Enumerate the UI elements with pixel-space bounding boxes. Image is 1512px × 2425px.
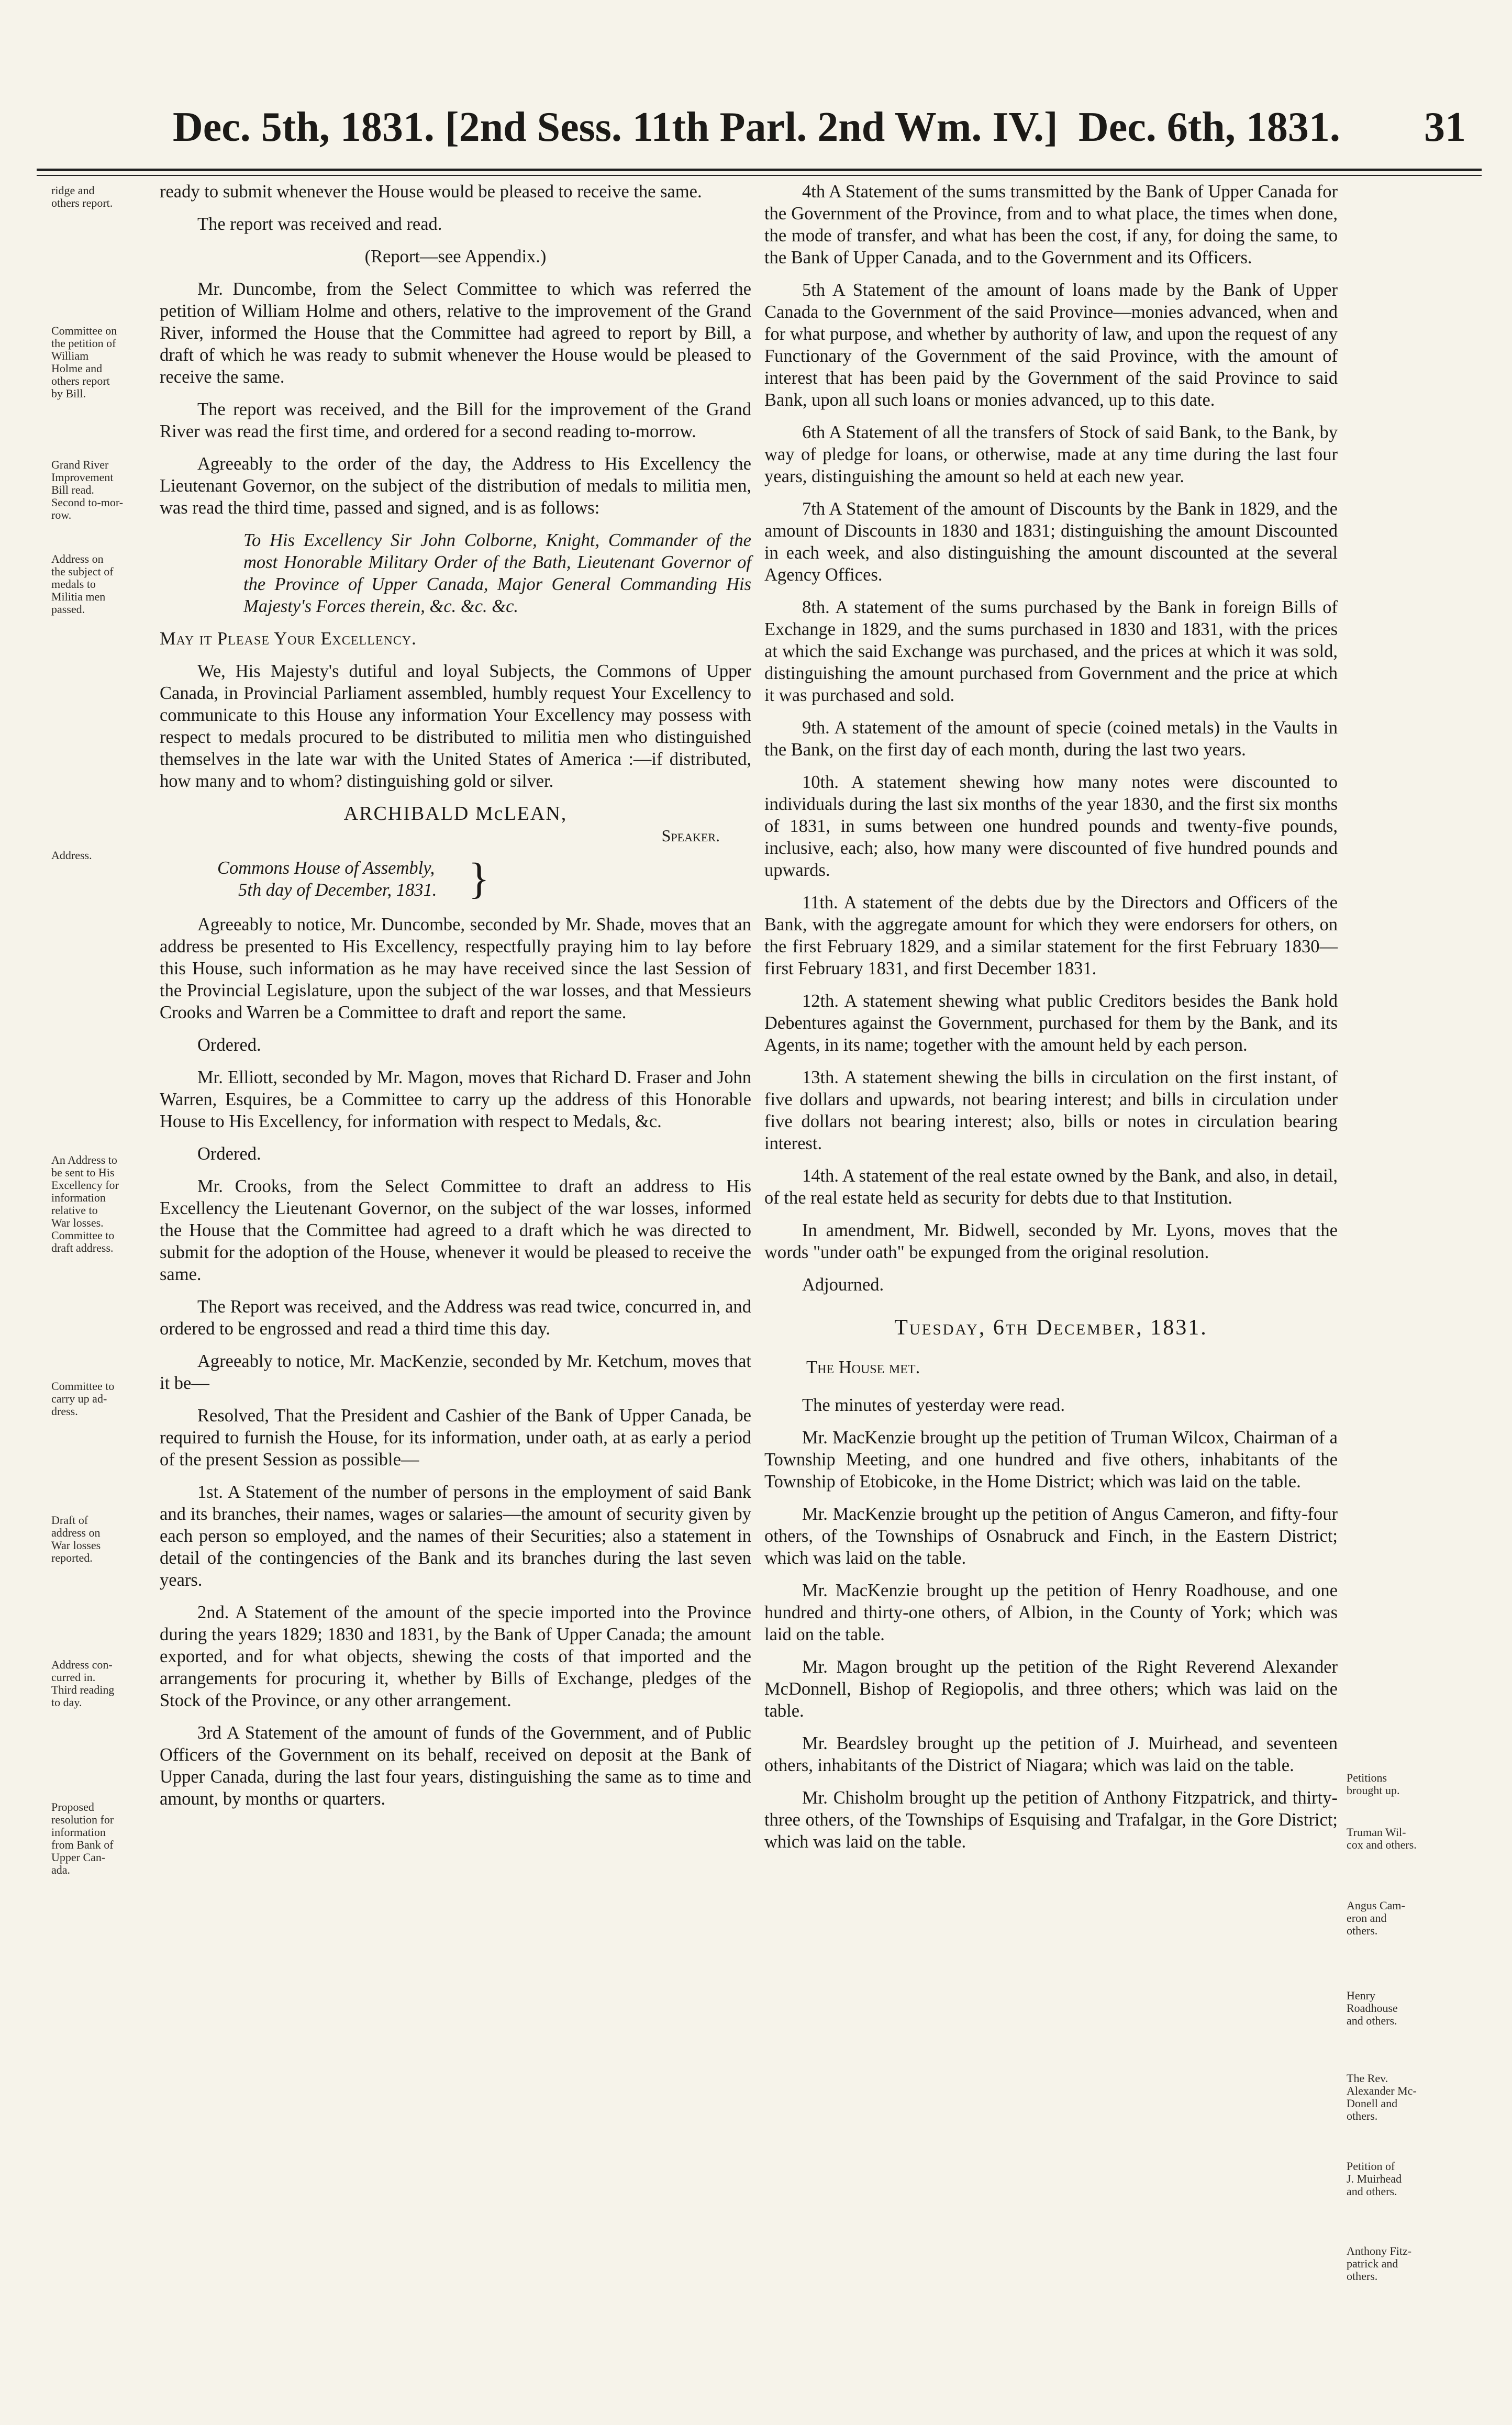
signature-block [160, 803, 751, 847]
house-met-line: The House met. [806, 1358, 920, 1377]
resolution-item: 14th. A statement of the real estate owned by the Bank, and also, in detail, of the real estate held as security for debts due to that Institution. [764, 1166, 1338, 1208]
date-line: 5th day of December, 1831. [238, 880, 437, 900]
margin-note: Address on the subject of medals to Militia men passed. [51, 552, 114, 616]
header-rule [37, 169, 1482, 171]
margin-note: ridge and others report. [51, 184, 113, 209]
brace-glyph: } [468, 854, 490, 903]
margin-note: Angus Cam- eron and others. [1347, 1899, 1405, 1937]
margin-note: Committee to carry up ad- dress. [51, 1380, 115, 1418]
address-opening: May it Please Your Excellency. [160, 629, 417, 649]
resolution-item: 8th. A statement of the sums purchased by the Bank in foreign Bills of Exchange in 1829, and the sums purchased in 1830 and 1831, with the prices at which the said Exchange was purchased, and the prices at which it was sold, distinguishing the amount purchased from Government and the price at which it was purchased and sold. [764, 597, 1338, 705]
session-date-heading: Tuesday, 6th December, 1831. [894, 1316, 1208, 1340]
resolution-item: 10th. A statement shewing how many notes were discounted to individuals during the last six months of the year 1830, and the first six months of 1831, in sums between one hundred pounds and twenty-five pounds, inclusive, each; also, how many were discounted of five hundred pounds and upwards. [764, 772, 1338, 880]
margin-note: Committee on the petition of William Holme and others report by Bill. [51, 324, 117, 400]
margin-note: Proposed resolution for information from Bank of Upper Can- ada. [51, 1800, 114, 1876]
margin-note: Grand River Improvement Bill read. Second to-mor- row. [51, 458, 124, 521]
margin-note: An Address to be sent to His Excellency for information relative to War losses. Committee to draft address. [51, 1153, 119, 1254]
paragraph: The report was received and read. [197, 214, 442, 234]
ordered-line: Ordered. [197, 1144, 261, 1164]
paragraph: Agreeably to notice, Mr. MacKenzie, seconded by Mr. Ketchum, moves that it be— [160, 1351, 751, 1393]
paragraph: (Report—see Appendix.) [364, 247, 547, 266]
address-salutation: To His Excellency Sir John Colborne, Knight, Commander of the most Honorable Military Order of the Bath, Lieutenant Governor of the Province of Upper Canada, Major General Commanding His Majesty's Forces therein, &c. &c. &c. [243, 530, 751, 616]
header-rule-thin [37, 175, 1482, 176]
resolution-item: 9th. A statement of the amount of specie (coined metals) in the Vaults in the Bank, on the first day of each month, during the last two years. [764, 718, 1338, 760]
amendment: In amendment, Mr. Bidwell, seconded by Mr. Lyons, moves that the words "under oath" be expunged from the original resolution. [764, 1220, 1338, 1262]
resolution-item: 5th A Statement of the amount of loans made by the Bank of Upper Canada to the Government of the said Province—monies advanced, when and for what purpose, and whether by authority of law, and upon the request of any Functionary of the Government of the said Province, with the amount of interest that has been paid by the Government of the said Province to said Bank, upon all such loans or monies advanced, up to this date. [764, 280, 1338, 410]
margin-note: Draft of address on War losses reported. [51, 1514, 101, 1564]
paragraph: ready to submit whenever the House would be pleased to receive the same. [160, 182, 702, 202]
resolution-item: 2nd. A Statement of the amount of the specie imported into the Province during the years 1829; 1830 and 1831, by the Bank of Upper Canada; the amount exported, and for what objects, shewing the costs of that imported and the arrangements for procuring it, whether by Bills of Exchange, pledges of the Stock of the Province, or any other arrangement. [160, 1603, 751, 1710]
margin-note: Petitions brought up. [1347, 1771, 1400, 1797]
paragraph: Agreeably to the order of the day, the Address to His Excellency the Lieutenant Governor, on the subject of the distribution of medals to militia men, was read the third time, passed and signed, and is as follows: [160, 454, 751, 518]
paragraph: The minutes of yesterday were read. [802, 1395, 1065, 1415]
resolution-item: 12th. A statement shewing what public Creditors besides the Bank hold Debentures against the Government, purchased for them by the Bank, and its Agents, in its name; together with the amount held by each person. [764, 991, 1338, 1055]
paragraph: Resolved, That the President and Cashier of the Bank of Upper Canada, be required to furnish the House, for its information, under oath, at as early a period of the present Session as possible— [160, 1406, 751, 1470]
place-line: Commons House of Assembly, [217, 858, 435, 878]
petition-entry: Mr. MacKenzie brought up the petition of Truman Wilcox, Chairman of a Township Meeting, and one hundred and five others, inhabitants of the Township of Etobicoke, in the Home District; which was laid on the table. [764, 1428, 1338, 1492]
paragraph: Mr. Elliott, seconded by Mr. Magon, moves that Richard D. Fraser and John Warren, Esquires, be a Committee to carry up the address of this Honorable House to His Excellency, for information with respect to Medals, &c. [160, 1067, 751, 1131]
margin-note: Anthony Fitz- patrick and others. [1347, 2244, 1412, 2283]
resolution-item: 3rd A Statement of the amount of funds of the Government, and of Public Officers of the Government on its behalf, received on deposit at the Bank of Upper Canada, during the last four years, distinguishing the same as to time and amount, by months or quarters. [160, 1723, 751, 1809]
margin-note: Address con- curred in. Third reading to day. [51, 1658, 115, 1709]
header-left-date: Dec. 5th, 1831. [173, 104, 435, 150]
ordered-line: Ordered. [197, 1035, 261, 1055]
resolution-item: 4th A Statement of the sums transmitted by the Bank of Upper Canada for the Government of the Province, from and to what place, the times when done, the mode of transfer, and what has been the cost, if any, for doing the same, to the Bank of Upper Canada, and to the Government and its Officers. [764, 182, 1338, 268]
address-body: We, His Majesty's dutiful and loyal Subjects, the Commons of Upper Canada, in Provincial Parliament assembled, humbly request Your Excellency to communicate to this House any information Your Excellency may possess with respect to medals procured to be distributed to militia men who distinguished themselves in the late war with the United States of America :—if distributed, how many and to whom? distinguishing gold or silver. [160, 661, 751, 791]
petition-entry: Mr. Beardsley brought up the petition of J. Muirhead, and seventeen others, inhabitants of the District of Niagara; which was laid on the table. [764, 1733, 1338, 1775]
resolution-item: 1st. A Statement of the number of persons in the employment of said Bank and its branches, their names, wages or salaries—the amount of security given by each person so employed, and the names of their Securities; also a statement in detail of the contingencies of the Bank and its branches during the last seven years. [160, 1482, 751, 1590]
margin-note: Truman Wil- cox and others. [1347, 1826, 1417, 1851]
margin-note: Address. [51, 849, 92, 862]
place-date-block [217, 854, 510, 903]
petition-entry: Mr. MacKenzie brought up the petition of Angus Cameron, and fifty-four others, of the Townships of Osnabruck and Finch, in the Eastern District; which was laid on the table. [764, 1504, 1338, 1568]
resolution-item: 7th A Statement of the amount of Discounts by the Bank in 1829, and the amount of Discounts in 1830 and 1831; distinguishing the amount Discounted in each week, and also distinguishing the amount discounted at the several Agency Offices. [764, 499, 1338, 585]
petition-entry: Mr. Magon brought up the petition of the Right Reverend Alexander McDonnell, Bishop of Regiopolis, and three others; which was laid on the table. [764, 1657, 1338, 1721]
page-number: 31 [1424, 104, 1466, 150]
resolution-item: 13th. A statement shewing the bills in circulation on the first instant, of five dollars and upwards, not bearing interest; and bills in circulation under five dollars not bearing interest; also, bills or notes in circulation bearing interest. [764, 1067, 1338, 1153]
margin-note: Henry Roadhouse and others. [1347, 1989, 1398, 2027]
header-right-date: Dec. 6th, 1831. [1079, 104, 1340, 150]
paragraph: The Report was received, and the Address was read twice, concurred in, and ordered to be engrossed and read a third time this day. [160, 1297, 751, 1339]
signer-name: ARCHIBALD McLEAN, [343, 803, 568, 825]
paragraph: The report was received, and the Bill for the improvement of the Grand River was read the first time, and ordered for a second reading to-morrow. [160, 399, 751, 441]
petition-entry: Mr. MacKenzie brought up the petition of Henry Roadhouse, and one hundred and thirty-one others, of Albion, in the County of York; which was laid on the table. [764, 1581, 1338, 1644]
right-column [764, 181, 1338, 1863]
margin-note: Petition of J. Muirhead and others. [1347, 2160, 1402, 2198]
adjourned-line: Adjourned. [802, 1275, 884, 1295]
margin-note: The Rev. Alexander Mc- Donell and others. [1347, 2072, 1417, 2122]
signer-title: Speaker. [661, 826, 720, 845]
paragraph: Agreeably to notice, Mr. Duncombe, seconded by Mr. Shade, moves that an address be presented to His Excellency, respectfully praying him to lay before this House, such information as he may have received since the last Session of the Provincial Legislature, upon the subject of the war losses, and that Messieurs Crooks and Warren be a Committee to draft and report the same. [160, 915, 751, 1022]
petition-entry: Mr. Chisholm brought up the petition of Anthony Fitzpatrick, and thirty-three others, of the Townships of Esquising and Trafalgar, in the Gore District; which was laid on the table. [764, 1788, 1338, 1852]
running-header [173, 98, 1466, 156]
header-session: [2nd Sess. 11th Parl. 2nd Wm. IV.] [445, 104, 1058, 150]
paragraph: Mr. Duncombe, from the Select Committee to which was referred the petition of William Holme and others, relative to the improvement of the Grand River, informed the House that the Committee had agreed to report by Bill, a draft of which he was ready to submit whenever the House would be pleased to receive the same. [160, 279, 751, 387]
resolution-item: 6th A Statement of all the transfers of Stock of said Bank, to the Bank, by way of pledge for loans, or otherwise, made at any time during the last four years, distinguishing the amount so held at each new year. [764, 422, 1338, 486]
left-column [160, 181, 751, 1820]
paragraph: Mr. Crooks, from the Select Committee to draft an address to His Excellency the Lieutenant Governor, on the subject of the war losses, informed the House that the Committee had agreed to a draft which he was directed to submit for the adoption of the House, whenever it would be pleased to receive the same. [160, 1176, 751, 1284]
resolution-item: 11th. A statement of the debts due by the Directors and Officers of the Bank, with the aggregate amount for which they were endorsers for others, on the first February 1829, and a similar statement for the first February 1830—first February 1831, and first December 1831. [764, 893, 1338, 978]
